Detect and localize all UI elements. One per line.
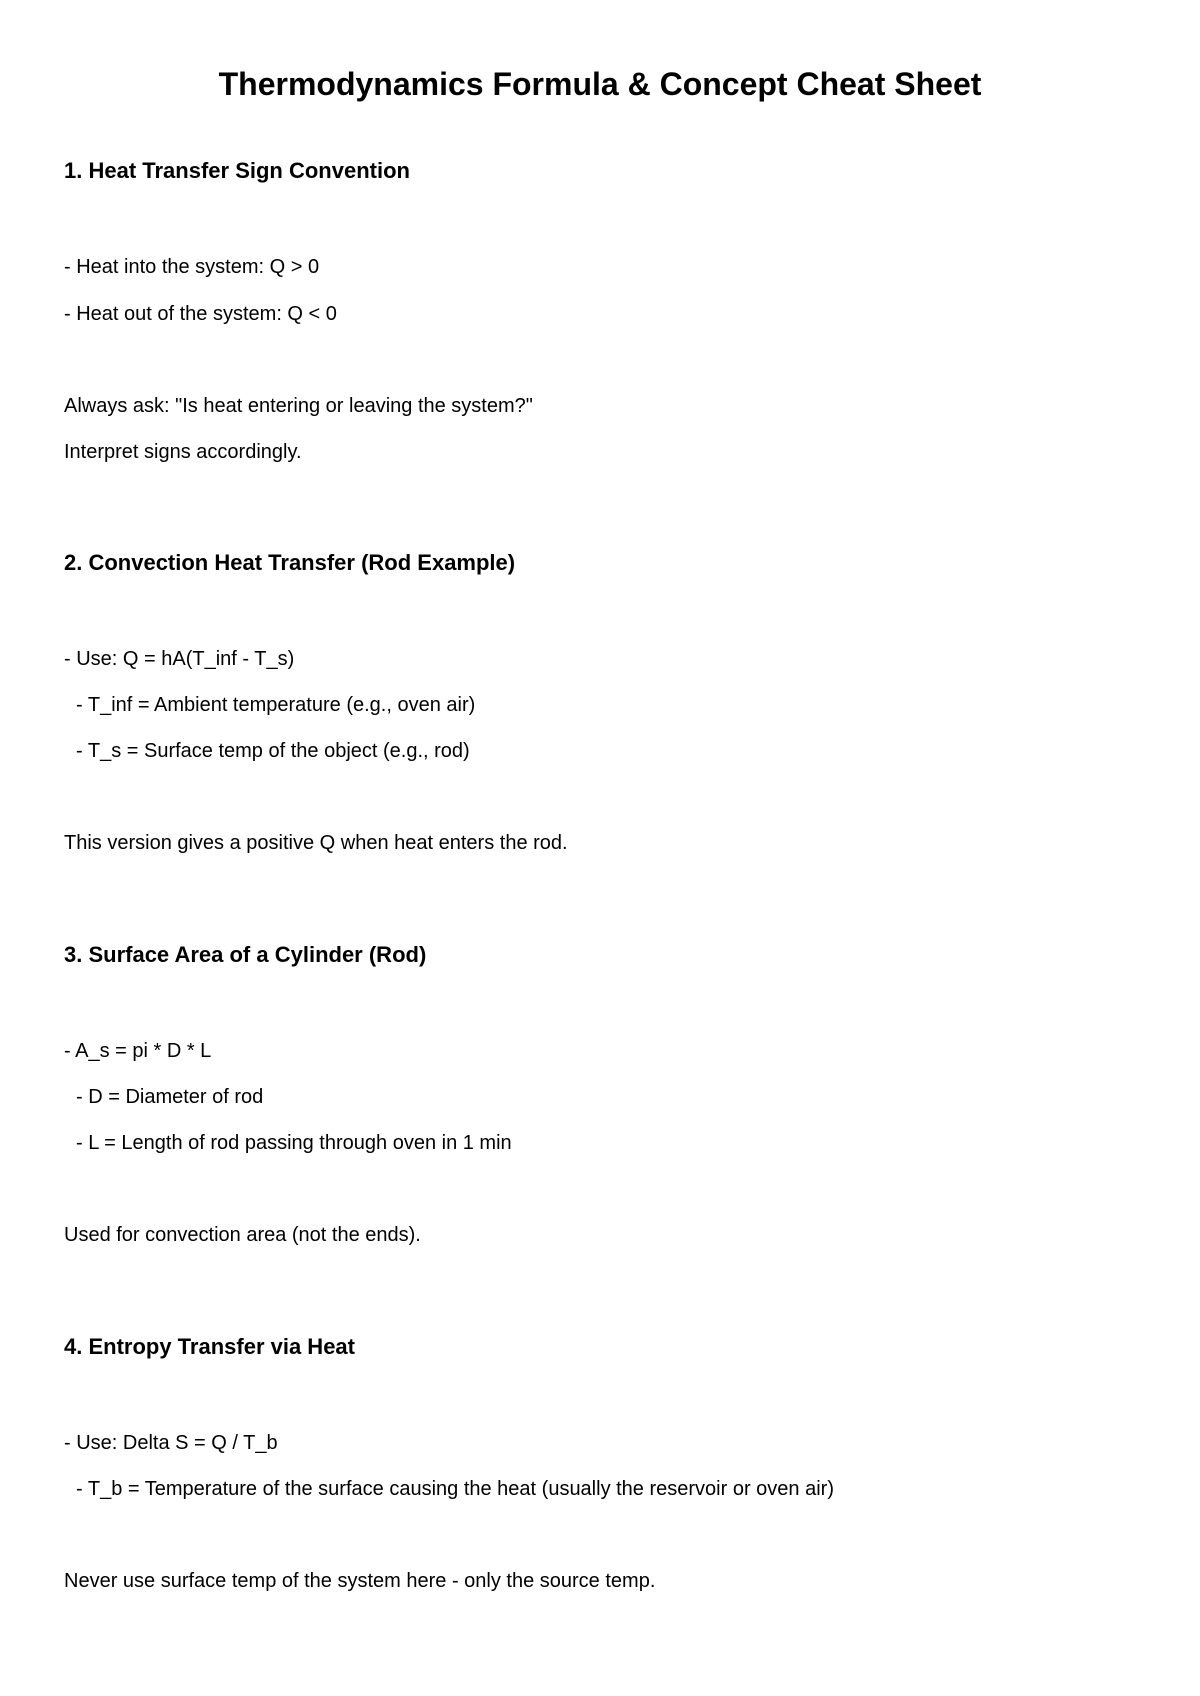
- text-line: Interpret signs accordingly.: [64, 441, 302, 463]
- text-line: - T_b = Temperature of the surface causing the heat (usually the reservoir or oven air): [76, 1478, 834, 1500]
- text-line: - Heat into the system: Q > 0: [64, 256, 320, 278]
- text-line: - T_s = Surface temp of the object (e.g., rod): [76, 740, 470, 762]
- text-line: Never use surface temp of the system here - only the source temp.: [64, 1570, 656, 1592]
- text-line: - Use: Delta S = Q / T_b: [64, 1432, 278, 1454]
- text-line: This version gives a positive Q when heat enters the rod.: [64, 832, 568, 854]
- section-heading-sign-convention: 1. Heat Transfer Sign Convention: [64, 158, 410, 183]
- text-line: - L = Length of rod passing through oven in 1 min: [76, 1132, 512, 1154]
- text-line: - Use: Q = hA(T_inf - T_s): [64, 648, 295, 670]
- page-title: Thermodynamics Formula & Concept Cheat Sheet: [218, 66, 982, 102]
- text-line: - T_inf = Ambient temperature (e.g., oven air): [76, 694, 476, 716]
- section-heading-convection: 2. Convection Heat Transfer (Rod Example): [64, 550, 516, 575]
- text-line: - Heat out of the system: Q < 0: [64, 303, 337, 325]
- section-heading-surface-area: 3. Surface Area of a Cylinder (Rod): [64, 942, 427, 967]
- text-line: - D = Diameter of rod: [76, 1086, 264, 1108]
- text-line: - A_s = pi * D * L: [64, 1040, 212, 1062]
- text-line: Always ask: "Is heat entering or leaving the system?": [64, 395, 533, 417]
- text-line: Used for convection area (not the ends).: [64, 1224, 421, 1246]
- section-heading-entropy: 4. Entropy Transfer via Heat: [64, 1334, 355, 1359]
